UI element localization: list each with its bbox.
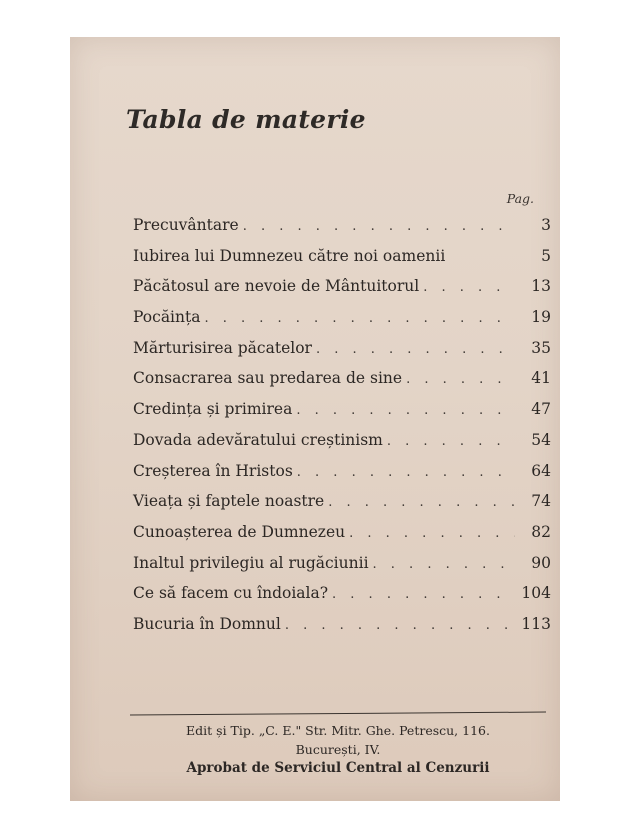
- toc-entry: [133, 247, 551, 278]
- toc-entry-page: 19: [531, 308, 551, 327]
- toc-entry: [133, 431, 551, 462]
- toc-entry-page: 13: [531, 277, 551, 296]
- toc-entry-page: 74: [531, 492, 551, 511]
- toc-entry-title: Iubirea lui Dumnezeu către noi oamenii: [133, 246, 446, 265]
- dot-leader: [332, 587, 515, 602]
- dot-leader: [285, 618, 515, 633]
- dot-leader: [349, 526, 515, 541]
- imprint-censorship-approval: Aprobat de Serviciul Central al Cenzurii: [186, 760, 490, 776]
- page-column-header: Pag.: [506, 191, 534, 206]
- toc-entry-page: 35: [531, 338, 551, 357]
- toc-entry-title: Mărturisirea păcatelor: [133, 338, 312, 357]
- imprint-city: București, IV.: [295, 742, 381, 757]
- toc-entry-title: Cunoașterea de Dumnezeu: [133, 522, 346, 541]
- horizontal-rule: [130, 712, 546, 716]
- toc-entry-title: Dovada adevăratului creștinism: [133, 430, 383, 449]
- toc-entry: [133, 339, 551, 370]
- toc-entry-title: Consacrarea sau predarea de sine: [133, 369, 403, 388]
- toc-entry-title: Bucuria în Domnul: [133, 614, 281, 633]
- dot-leader: [296, 403, 515, 418]
- toc-entry: [133, 277, 551, 308]
- dot-leader: [204, 311, 515, 326]
- toc-entry: [133, 216, 551, 247]
- toc-entry-title: Credința și primirea: [133, 400, 293, 419]
- dot-leader: [243, 219, 515, 234]
- toc-entry: [133, 308, 551, 339]
- toc-entry-title: Vieața și faptele noastre: [133, 492, 325, 511]
- toc-entry: [133, 615, 551, 646]
- toc-entry-title: Păcătosul are nevoie de Mântuitorul: [133, 277, 420, 296]
- toc-entry-title: Ce să facem cu îndoiala?: [133, 584, 329, 603]
- book-page: [70, 37, 560, 801]
- toc-entry-page: 90: [531, 553, 551, 572]
- toc-entry: [133, 584, 551, 615]
- toc-entry-title: Precuvântare: [133, 216, 239, 234]
- toc-entry-page: 54: [531, 430, 551, 449]
- toc-entry: [133, 369, 551, 400]
- toc-entry: [133, 554, 551, 585]
- dot-leader: [316, 342, 515, 357]
- imprint-publisher: Edit și Tip. „C. E." Str. Mitr. Ghe. Petrescu, 116.: [186, 723, 490, 738]
- toc-entry-page: 41: [531, 369, 551, 388]
- toc-entry: [133, 462, 551, 493]
- toc-entry: [133, 492, 551, 523]
- dot-leader: [387, 434, 515, 449]
- toc-entry-page: 47: [531, 400, 551, 419]
- dot-leader: [297, 465, 515, 480]
- dot-leader: [373, 557, 515, 572]
- toc-entry: [133, 400, 551, 431]
- toc-entry-title: Pocăința: [133, 308, 201, 327]
- toc-entry-title: Creșterea în Hristos: [133, 461, 293, 480]
- dot-leader: [406, 372, 515, 387]
- printer-imprint: [130, 721, 546, 778]
- toc-entry-page: 3: [541, 216, 551, 234]
- page-title: Tabla de materie: [126, 105, 366, 134]
- table-of-contents: [133, 216, 551, 646]
- toc-entry-page: 82: [531, 522, 551, 541]
- toc-entry-page: 104: [521, 584, 551, 603]
- toc-entry-page: 64: [531, 461, 551, 480]
- toc-entry-page: 113: [521, 614, 551, 633]
- toc-entry-page: 5: [541, 246, 551, 265]
- dot-leader: [328, 495, 515, 510]
- toc-entry-title: Inaltul privilegiu al rugăciunii: [133, 553, 369, 572]
- dot-leader: [423, 280, 515, 295]
- toc-entry: [133, 523, 551, 554]
